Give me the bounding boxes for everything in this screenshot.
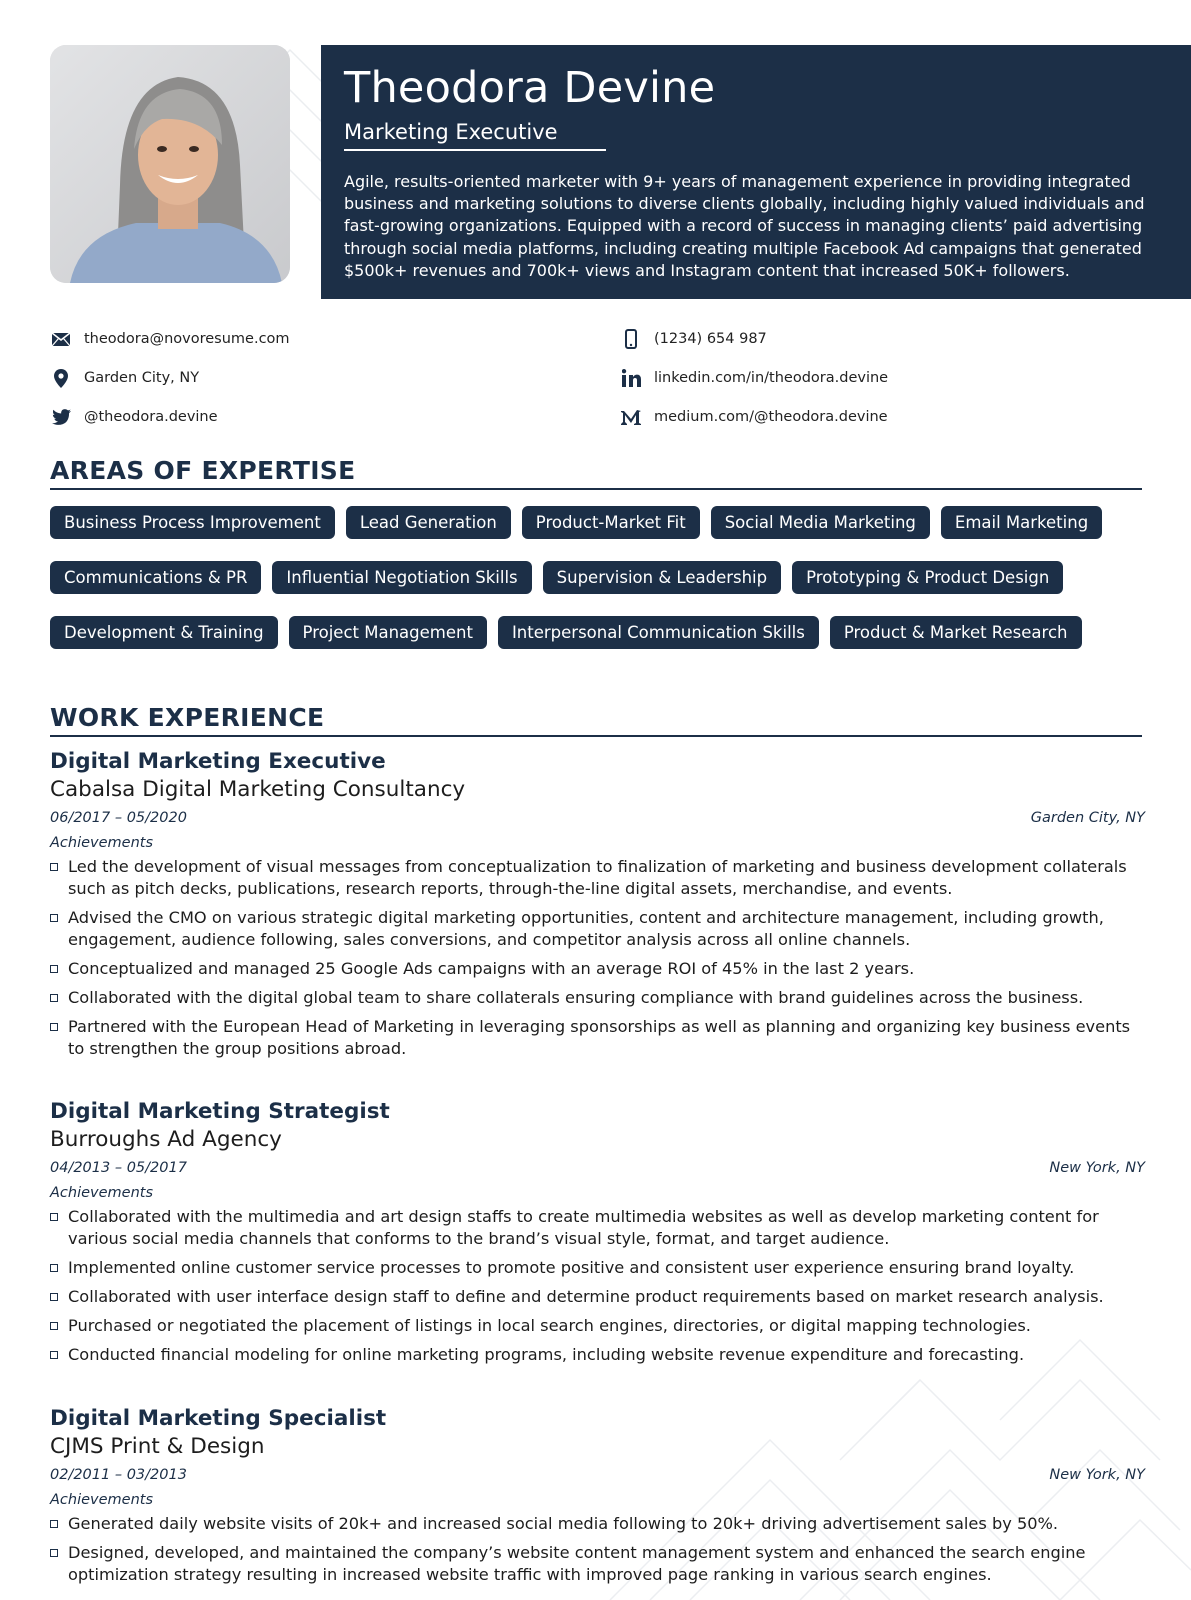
phone-icon — [620, 328, 642, 350]
achievement-list — [50, 1206, 1145, 1366]
list-item-text: Conducted financial modeling for online marketing programs, including website revenue expenditure and forecasting. — [68, 1345, 1025, 1364]
expertise-heading: AREAS OF EXPERTISE — [50, 456, 1142, 490]
square-bullet-icon — [50, 994, 58, 1002]
medium-icon — [620, 406, 642, 428]
list-item-text: Partnered with the European Head of Marketing in leveraging sponsorships as well as planning and organizing key business events to strengthen the group positions abroad. — [68, 1017, 1131, 1058]
list-item-text: Led the development of visual messages from conceptualization to finalization of marketing and business development collaterals such as pitch decks, publications, research reports, through-the-line digital assets, merchandise, and events. — [68, 857, 1127, 898]
list-item — [50, 1513, 1145, 1535]
candidate-name: Theodora Devine — [344, 63, 716, 113]
job-role: Digital Marketing Executive — [50, 749, 386, 774]
contact-phone[interactable] — [620, 328, 767, 350]
candidate-title: Marketing Executive — [344, 117, 606, 151]
achievements-label: Achievements — [50, 1185, 154, 1201]
job-meta — [50, 1465, 1145, 1485]
job-role: Digital Marketing Specialist — [50, 1406, 387, 1431]
contact-location — [50, 367, 199, 389]
contact-twitter-text: @theodora.devine — [84, 409, 218, 425]
profile-summary: Agile, results-oriented marketer with 9+ years of management experience in providing integrated business and marketing solutions to diverse clients globally, including highly valued individuals and fast-growing organizations. Equipped with a record of success in managing clients’ paid advertising through social media platforms, including creating multiple Facebook Ad campaigns that generated $500k+ revenues and 700k+ views and Instagram content that increased 50K+ followers. — [344, 172, 1145, 280]
list-item-text: Implemented online customer service processes to promote positive and consistent user experience ensuring brand loyalty. — [68, 1258, 1075, 1277]
list-item — [50, 1286, 1145, 1308]
contact-location-text: Garden City, NY — [84, 370, 200, 386]
list-item — [50, 1016, 1145, 1060]
list-item — [50, 1257, 1145, 1279]
job-meta — [50, 808, 1145, 828]
list-item-text: Collaborated with the digital global team to share collaterals ensuring compliance with brand guidelines across the business. — [68, 988, 1084, 1007]
contact-twitter[interactable] — [50, 406, 218, 428]
job-role: Digital Marketing Strategist — [50, 1099, 390, 1124]
contact-phone-text: (1234) 654 987 — [654, 331, 767, 347]
job-dates: 02/2011 – 03/2013 — [50, 1467, 187, 1483]
contact-medium-text: medium.com/@theodora.devine — [654, 409, 888, 425]
expertise-tag: Interpersonal Communication Skills — [498, 616, 819, 649]
square-bullet-icon — [50, 965, 58, 973]
list-item-text: Designed, developed, and maintained the company’s website content management system and enhanced the search engine optimization strategy resulting in increased website traffic with improved page ranking in various search engines. — [68, 1543, 1086, 1584]
list-item-text: Purchased or negotiated the placement of listings in local search engines, directories, or digital mapping technologies. — [68, 1316, 1031, 1335]
list-item — [50, 987, 1145, 1009]
job-dates: 06/2017 – 05/2020 — [50, 810, 187, 826]
list-item — [50, 1344, 1145, 1366]
list-item-text: Generated daily website visits of 20k+ and increased social media following to 20k+ driving advertisement sales by 50%. — [68, 1514, 1059, 1533]
portrait-image — [50, 45, 290, 283]
twitter-icon — [50, 406, 72, 428]
expertise-tag: Email Marketing — [941, 506, 1102, 539]
achievement-list — [50, 856, 1145, 1060]
expertise-tag: Social Media Marketing — [711, 506, 930, 539]
job-dates: 04/2013 – 05/2017 — [50, 1160, 187, 1176]
expertise-tag: Product & Market Research — [830, 616, 1082, 649]
list-item — [50, 1542, 1145, 1586]
square-bullet-icon — [50, 1264, 58, 1272]
location-pin-icon — [50, 367, 72, 389]
contact-email[interactable] — [50, 328, 290, 350]
contact-medium[interactable] — [620, 406, 888, 428]
achievement-list — [50, 1513, 1145, 1586]
list-item-text: Advised the CMO on various strategic digital marketing opportunities, content and architecture management, including growth, engagement, audience following, sales conversions, and competitor analysis across all online channels. — [68, 908, 1104, 949]
job-entry-1 — [50, 748, 1145, 1067]
profile-photo — [50, 45, 290, 283]
list-item-text: Collaborated with user interface design staff to define and determine product requirements based on market research analysis. — [68, 1287, 1104, 1306]
job-location: Garden City, NY — [1030, 810, 1145, 826]
job-entry-2 — [50, 1098, 1145, 1373]
list-item — [50, 1206, 1145, 1250]
expertise-tag: Communications & PR — [50, 561, 261, 594]
expertise-tag: Business Process Improvement — [50, 506, 335, 539]
job-meta — [50, 1158, 1145, 1178]
achievements-label: Achievements — [50, 835, 154, 851]
job-entry-3 — [50, 1405, 1145, 1593]
expertise-tag: Development & Training — [50, 616, 278, 649]
square-bullet-icon — [50, 1351, 58, 1359]
contact-linkedin[interactable] — [620, 367, 888, 389]
contact-email-text: theodora@novoresume.com — [84, 331, 290, 347]
list-item — [50, 856, 1145, 900]
list-item — [50, 1315, 1145, 1337]
list-item-text: Collaborated with the multimedia and art design staffs to create multimedia websites as well as develop marketing content for various social media channels that conforms to the brand’s visual style, format, and target audience. — [68, 1207, 1099, 1248]
square-bullet-icon — [50, 1322, 58, 1330]
list-item — [50, 907, 1145, 951]
job-location: New York, NY — [1049, 1160, 1145, 1176]
job-location: New York, NY — [1049, 1467, 1145, 1483]
square-bullet-icon — [50, 863, 58, 871]
header-panel — [321, 45, 1191, 299]
contact-linkedin-text: linkedin.com/in/theodora.devine — [654, 370, 889, 386]
job-company: Cabalsa Digital Marketing Consultancy — [50, 777, 466, 802]
job-company: CJMS Print & Design — [50, 1434, 265, 1459]
expertise-tag: Project Management — [289, 616, 487, 649]
expertise-tag: Product-Market Fit — [522, 506, 700, 539]
expertise-tag: Lead Generation — [346, 506, 511, 539]
list-item-text: Conceptualized and managed 25 Google Ads campaigns with an average ROI of 45% in the last 2 years. — [68, 959, 915, 978]
square-bullet-icon — [50, 1213, 58, 1221]
square-bullet-icon — [50, 1023, 58, 1031]
job-company: Burroughs Ad Agency — [50, 1127, 282, 1152]
square-bullet-icon — [50, 914, 58, 922]
expertise-tag: Prototyping & Product Design — [792, 561, 1063, 594]
expertise-tag: Supervision & Leadership — [543, 561, 781, 594]
linkedin-icon — [620, 367, 642, 389]
square-bullet-icon — [50, 1520, 58, 1528]
list-item — [50, 958, 1145, 980]
expertise-tags — [50, 506, 1150, 671]
achievements-label: Achievements — [50, 1492, 154, 1508]
expertise-tag: Influential Negotiation Skills — [272, 561, 531, 594]
work-experience-heading: WORK EXPERIENCE — [50, 703, 1142, 737]
envelope-icon — [50, 328, 72, 350]
square-bullet-icon — [50, 1549, 58, 1557]
square-bullet-icon — [50, 1293, 58, 1301]
